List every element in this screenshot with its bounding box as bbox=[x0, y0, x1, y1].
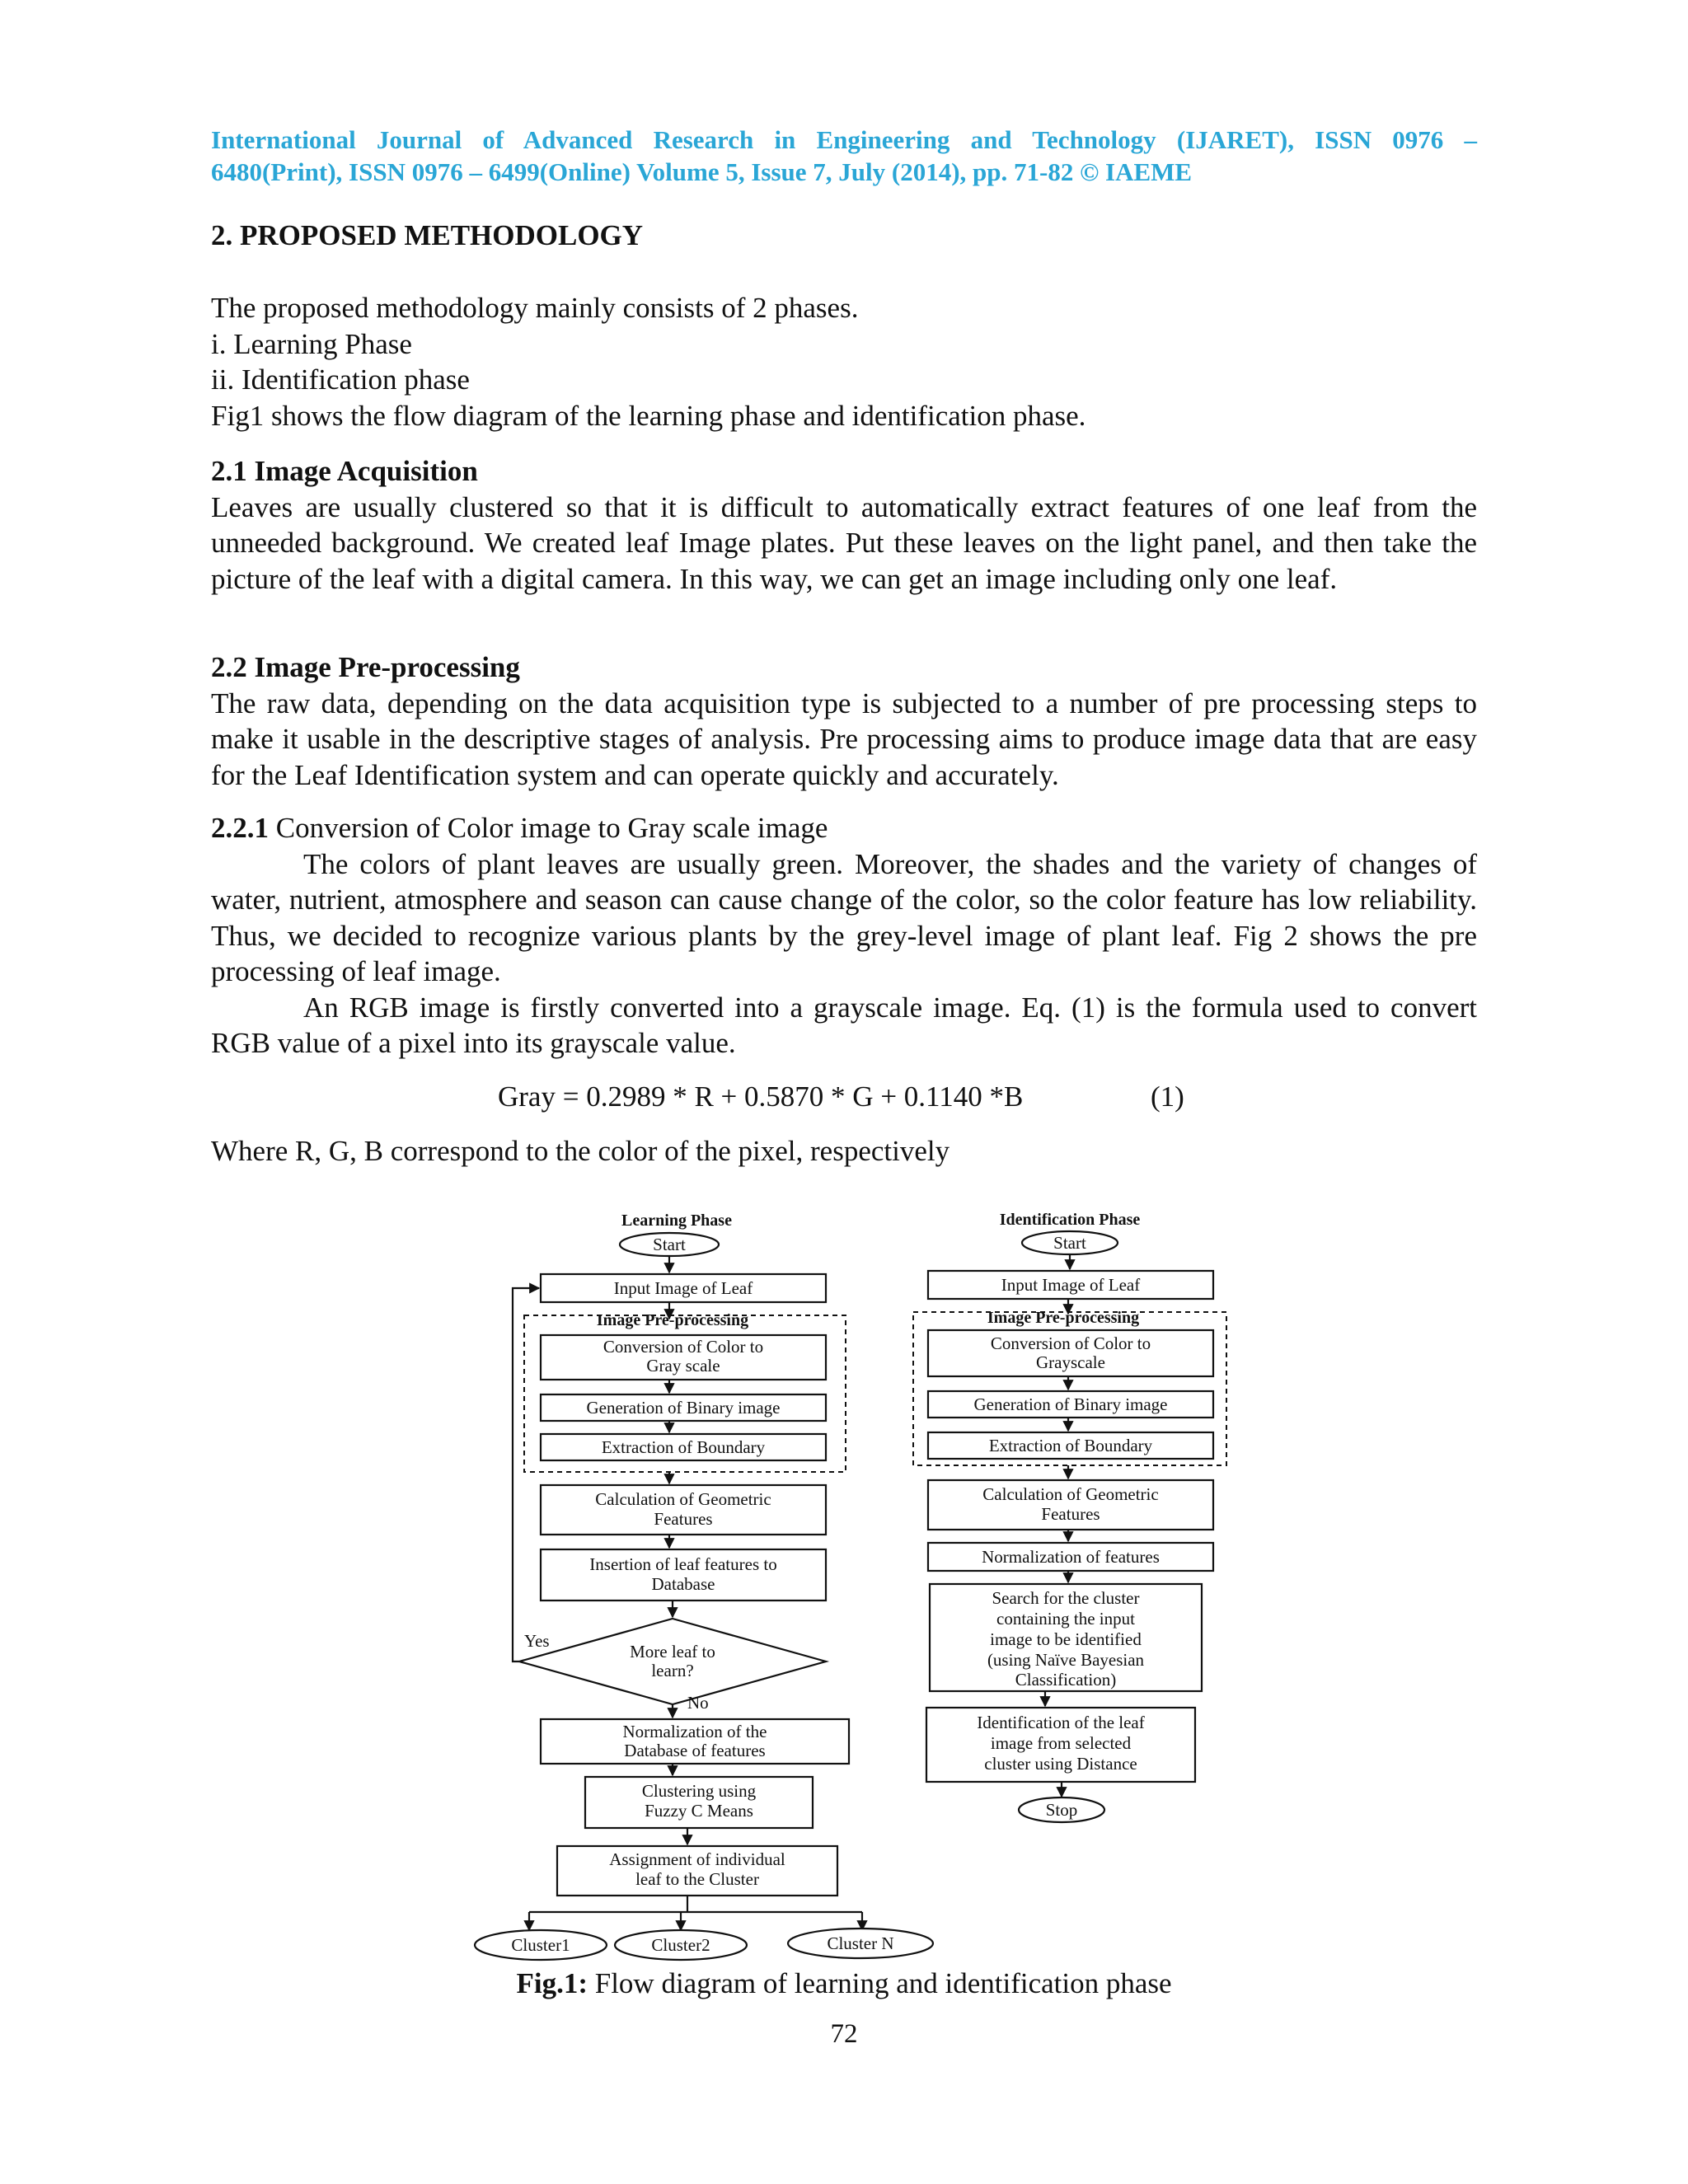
paragraph-2-2-1-a: The colors of plant leaves are usually green. Moreover, the shades and the variety of changes of water, nutrient, atmosphere and season can cause change of the color, so the color feature has low reliability. Thus, we decided to recognize various plants by the grey-level image of plant leaf. Fig 2 shows the pre processing of leaf image. bbox=[211, 847, 1477, 987]
learning-decision-line2: learn? bbox=[651, 1661, 694, 1680]
learning-input-label: Input Image of Leaf bbox=[613, 1278, 753, 1298]
learning-clustering-line2: Fuzzy C Means bbox=[645, 1801, 753, 1821]
learning-phase bbox=[475, 1212, 933, 1960]
learning-boundary-label: Extraction of Boundary bbox=[601, 1437, 766, 1457]
learning-binary-label: Generation of Binary image bbox=[586, 1398, 781, 1418]
learning-no-label: No bbox=[687, 1693, 709, 1713]
identification-geometric-line2: Features bbox=[1041, 1504, 1100, 1524]
journal-header-line1: International Journal of Advanced Research in Engineering and Technology (IJARET), ISSN 0976 – bbox=[211, 125, 1477, 154]
identification-start-label: Start bbox=[1053, 1233, 1086, 1253]
heading-2-2-1-number: 2.2.1 bbox=[211, 812, 269, 844]
heading-2-2: 2.2 Image Pre-processing bbox=[211, 651, 520, 683]
intro-item-learning: i. Learning Phase bbox=[211, 327, 412, 360]
identification-preprocessing-label: Image Pre-processing bbox=[987, 1309, 1140, 1327]
learning-start-label: Start bbox=[653, 1235, 686, 1254]
learning-geometric-line2: Features bbox=[654, 1509, 713, 1529]
identification-conversion-line1: Conversion of Color to bbox=[990, 1333, 1151, 1353]
learning-clustering-line1: Clustering using bbox=[641, 1781, 757, 1801]
figure-caption bbox=[211, 1967, 1477, 2000]
section-title: 2. PROPOSED METHODOLOGY bbox=[211, 219, 644, 251]
identification-boundary-label: Extraction of Boundary bbox=[988, 1436, 1153, 1455]
identification-geometric-line1: Calculation of Geometric bbox=[982, 1484, 1159, 1504]
equation-gray: Gray = 0.2989 * R + 0.5870 * G + 0.1140 *B bbox=[498, 1080, 1024, 1113]
identification-search-line5: Classification) bbox=[1015, 1670, 1117, 1690]
identification-normalization-label: Normalization of features bbox=[982, 1547, 1160, 1567]
learning-yes-label: Yes bbox=[524, 1631, 550, 1651]
learning-conversion-line2: Gray scale bbox=[646, 1356, 720, 1376]
identification-phase bbox=[913, 1211, 1226, 1822]
identification-stop-label: Stop bbox=[1045, 1800, 1078, 1820]
identification-input-label: Input Image of Leaf bbox=[1001, 1275, 1141, 1295]
learning-normalization-line2: Database of features bbox=[624, 1741, 766, 1760]
learning-assignment-line1: Assignment of individual bbox=[609, 1849, 785, 1869]
identification-search-line1: Search for the cluster bbox=[992, 1588, 1140, 1608]
learning-decision-line1: More leaf to bbox=[630, 1642, 715, 1661]
figure-caption-label: Fig.1: bbox=[516, 1967, 588, 1999]
learning-insertion-line1: Insertion of leaf features to bbox=[589, 1554, 777, 1574]
learning-conversion-line1: Conversion of Color to bbox=[603, 1337, 764, 1357]
learning-insertion-line2: Database bbox=[651, 1574, 715, 1594]
identification-binary-label: Generation of Binary image bbox=[973, 1394, 1168, 1414]
identification-search-line2: containing the input bbox=[996, 1609, 1135, 1629]
intro-item-identification: ii. Identification phase bbox=[211, 363, 470, 396]
intro-text: The proposed methodology mainly consists of 2 phases. bbox=[211, 292, 859, 324]
clustern-label: Cluster N bbox=[827, 1933, 894, 1953]
identification-search-line3: image to be identified bbox=[990, 1629, 1142, 1649]
learning-geometric-line1: Calculation of Geometric bbox=[595, 1489, 771, 1509]
learning-normalization-line1: Normalization of the bbox=[622, 1722, 767, 1741]
identification-result-line3: cluster using Distance bbox=[984, 1754, 1137, 1774]
where-text: Where R, G, B correspond to the color of the pixel, respectively bbox=[211, 1135, 950, 1167]
arrow-yes-loop bbox=[513, 1288, 539, 1661]
figure-caption-text: Flow diagram of learning and identification phase bbox=[587, 1967, 1172, 1999]
heading-2-2-1-title: Conversion of Color image to Gray scale image bbox=[269, 812, 828, 844]
identification-result-line2: image from selected bbox=[990, 1733, 1132, 1753]
paragraph-2-2-1-b: An RGB image is firstly converted into a grayscale image. Eq. (1) is the formula used to convert RGB value of a pixel into its grayscale value. bbox=[211, 991, 1477, 1059]
cluster1-label: Cluster1 bbox=[511, 1935, 570, 1955]
identification-title: Identification Phase bbox=[999, 1211, 1141, 1229]
heading-2-1: 2.1 Image Acquisition bbox=[211, 455, 478, 487]
learning-preprocessing-label: Image Pre-processing bbox=[596, 1311, 749, 1329]
identification-conversion-line2: Grayscale bbox=[1036, 1352, 1105, 1372]
identification-result-line1: Identification of the leaf bbox=[977, 1713, 1145, 1732]
paragraph-2-2: The raw data, depending on the data acquisition type is subjected to a number of pre processing steps to make it usable in the descriptive stages of analysis. Pre processing aims to produce image data that are easy for the Leaf Identification system and can operate quickly and accurately. bbox=[211, 687, 1477, 791]
learning-assignment-line2: leaf to the Cluster bbox=[635, 1869, 759, 1889]
cluster2-label: Cluster2 bbox=[651, 1935, 710, 1955]
paragraph-2-1: Leaves are usually clustered so that it is difficult to automatically extract features of one leaf from the unneeded background. We created leaf Image plates. Put these leaves on the light panel, and then take the picture of the leaf with a digital camera. In this way, we can get an image including only one leaf. bbox=[211, 490, 1477, 595]
identification-search-line4: (using Naïve Bayesian bbox=[987, 1650, 1145, 1670]
intro-fig-ref: Fig1 shows the flow diagram of the learning phase and identification phase. bbox=[211, 399, 1086, 432]
flow-diagram bbox=[211, 0, 1477, 2184]
learning-title: Learning Phase bbox=[621, 1212, 732, 1230]
equation-number: (1) bbox=[1151, 1080, 1184, 1113]
page-number: 72 bbox=[830, 2019, 858, 2049]
journal-header-line2: 6480(Print), ISSN 0976 – 6499(Online) Volume 5, Issue 7, July (2014), pp. 71-82 © IAEME bbox=[211, 157, 1193, 186]
